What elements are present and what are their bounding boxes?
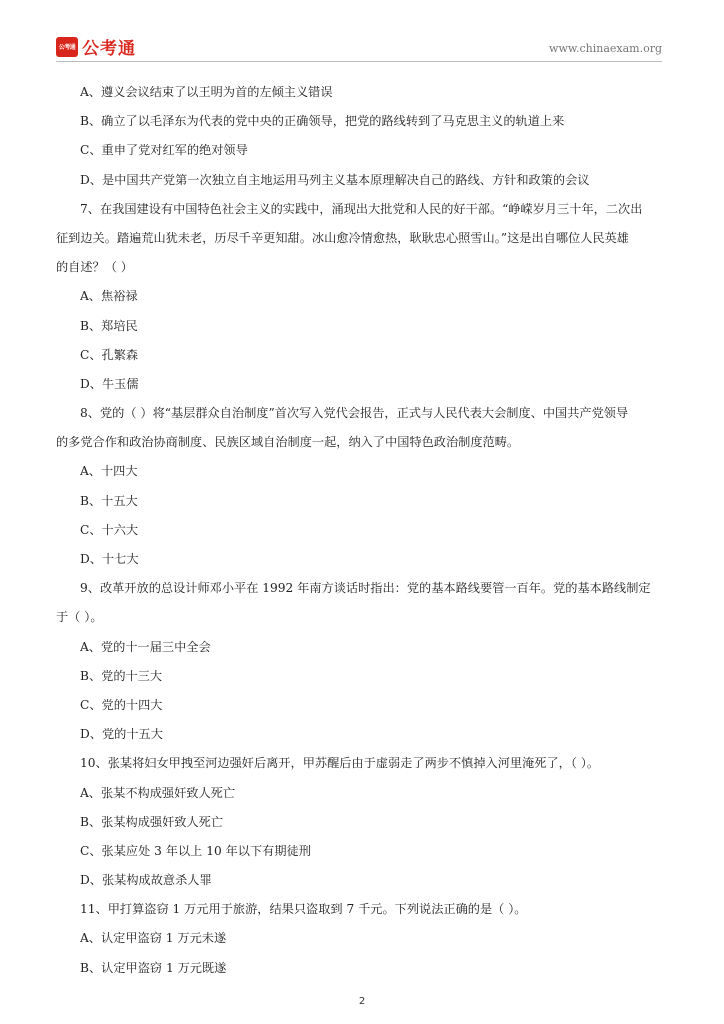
- answer-option: A、十四大: [80, 464, 138, 479]
- question-text-continued: 征到边关。踏遍荒山犹未老，历尽千辛更知甜。冰山愈冷情愈热，耿耿忠心照雪山。”这是出自哪位人民英雄: [56, 230, 629, 245]
- question-text: 8、党的（ ）将“基层群众自治制度”首次写入党代会报告，正式与人民代表大会制度、中国共产党领导: [80, 406, 629, 421]
- answer-option: C、十六大: [80, 522, 139, 537]
- question-text-continued: 的多党合作和政治协商制度、民族区域自治制度一起，纳入了中国特色政治制度范畴。: [56, 435, 520, 450]
- answer-option: A、认定甲盗窃 1 万元未遂: [80, 931, 227, 946]
- answer-option: B、张某构成强奸致人死亡: [80, 814, 224, 829]
- answer-option: D、十七大: [80, 552, 139, 566]
- answer-option: C、张某应处 3 年以上 10 年以下有期徒刑: [80, 843, 311, 858]
- answer-option: C、孔繁森: [80, 347, 139, 362]
- answer-option: B、认定甲盗窃 1 万元既遂: [80, 960, 227, 975]
- logo-text: 公考通: [82, 39, 136, 59]
- brand-logo[interactable]: [56, 34, 136, 59]
- answer-option: C、重申了党对红军的绝对领导: [80, 143, 248, 158]
- question-text: 9、改革开放的总设计师邓小平在 1992 年南方谈话时指出：党的基本路线要管一百年。党的基本路线制定: [80, 581, 651, 596]
- answer-option: B、郑培民: [80, 318, 138, 333]
- question-text-continued: 的自述？（ ）: [56, 260, 133, 275]
- answer-option: C、党的十四大: [80, 697, 163, 712]
- answer-option: D、牛玉儒: [80, 376, 139, 391]
- question-text: 11、甲打算盗窃 1 万元用于旅游，结果只盗取到 7 千元。下列说法正确的是（ ）。: [80, 902, 527, 917]
- answer-option: D、党的十五大: [80, 727, 163, 742]
- question-text: 10、张某将妇女甲拽至河边强奸后离开，甲苏醒后由于虚弱走了两步不慎掉入河里淹死了，（ ）。: [80, 756, 600, 771]
- page-number: 2: [358, 996, 366, 1007]
- answer-option: D、是中国共产党第一次独立自主地运用马列主义基本原理解决自己的路线、方针和政策的会议: [80, 172, 590, 187]
- document-body: [56, 78, 664, 983]
- answer-option: D、张某构成故意杀人罪: [80, 873, 212, 888]
- answer-option: A、焦裕禄: [80, 289, 138, 304]
- logo-badge-icon: 公考通: [56, 37, 78, 57]
- header-divider: [56, 61, 662, 62]
- site-url[interactable]: www.chinaexam.org: [549, 42, 662, 55]
- answer-option: B、确立了以毛泽东为代表的党中央的正确领导，把党的路线转到了马克思主义的轨道上来: [80, 114, 565, 129]
- question-text: 7、在我国建设有中国特色社会主义的实践中，涌现出大批党和人民的好干部。“峥嵘岁月三十年，二次出: [80, 201, 643, 216]
- question-text-continued: 于（ ）。: [56, 610, 103, 625]
- answer-option: A、张某不构成强奸致人死亡: [80, 785, 236, 800]
- answer-option: A、遵义会议结束了以王明为首的左倾主义错误: [80, 85, 333, 99]
- answer-option: B、十五大: [80, 493, 138, 508]
- answer-option: A、党的十一届三中全会: [80, 639, 211, 654]
- answer-option: B、党的十三大: [80, 668, 163, 683]
- page-header: [56, 34, 662, 60]
